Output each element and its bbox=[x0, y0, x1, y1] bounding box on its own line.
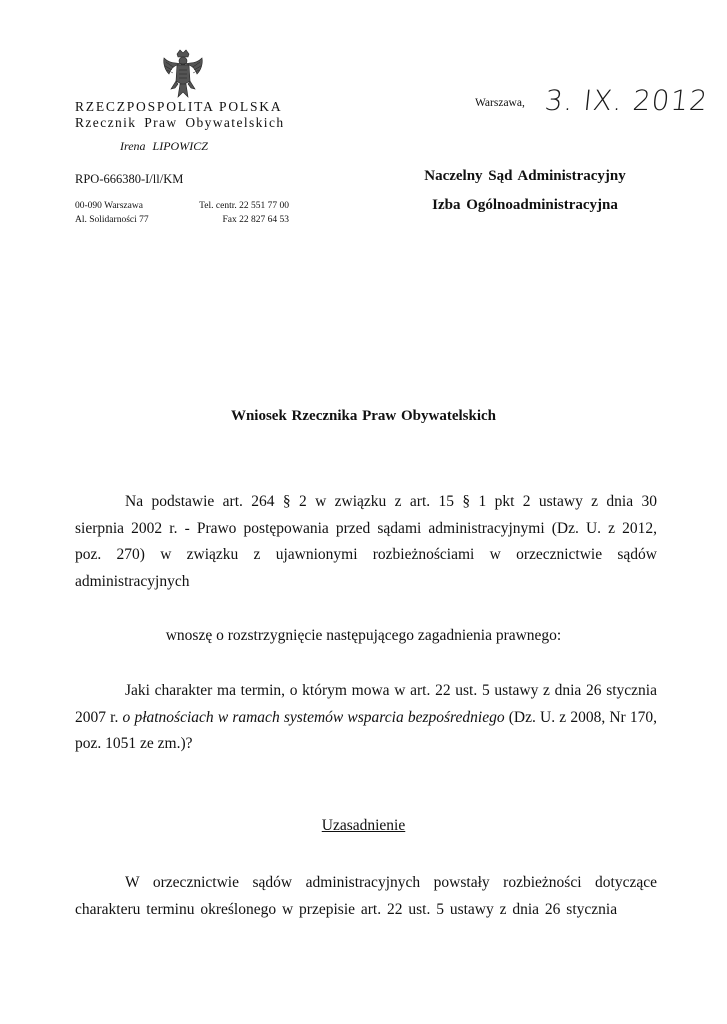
addressee-chamber: Izba Ogólnoadministracyjna bbox=[432, 197, 618, 213]
question-citation: (Dz. U. z 2008, Nr 170, poz. 1051 ze zm.)? bbox=[75, 708, 658, 752]
question-text: Jaki charakter ma termin, o którym mowa w art. 22 ust. 5 ustawy z dnia 26 stycznia 2007 r. bbox=[75, 682, 657, 726]
phone-number: Tel. centr. 22 551 77 00 bbox=[199, 201, 289, 211]
polish-eagle-emblem-icon bbox=[161, 48, 205, 100]
paragraph-motion: wnoszę o rozstrzygnięcie następującego zagadnienia prawnego: bbox=[165, 627, 562, 644]
address-line: 00-090 Warszawa bbox=[75, 201, 143, 211]
section-heading: Uzasadnienie bbox=[321, 817, 406, 834]
paragraph-justification: W orzecznictwie sądów administracyjnych powstały rozbieżności dotyczące charakteru terminu określonego w przepisie art. 22 ust. 5 ustawy z dnia 26 stycznia bbox=[75, 874, 657, 918]
paragraph-legal-basis: Na podstawie art. 264 § 2 w związku z art. 15 § 1 pkt 2 ustawy z dnia 30 sierpnia 2002 r. - Prawo postępowania przed sądami administracyjnymi (Dz. U. z 2012, poz. 270) w związku z ujawnionymi rozbieżnościami w orzecznictwie sądów administracyjnych bbox=[75, 493, 657, 590]
fax-number: Fax 22 827 64 53 bbox=[222, 215, 289, 225]
paragraph-legal-question bbox=[75, 678, 657, 758]
person-name: Irena LIPOWICZ bbox=[120, 139, 208, 153]
reference-number: RPO-666380-I/ll/KM bbox=[75, 172, 184, 186]
date-place: Warszawa, bbox=[475, 97, 525, 109]
document-title: Wniosek Rzecznika Praw Obywatelskich bbox=[230, 408, 497, 424]
address-line: Al. Solidarności 77 bbox=[75, 215, 149, 225]
addressee-block bbox=[400, 162, 650, 220]
contact-block bbox=[185, 199, 289, 227]
org-name: RZECZPOSPOLITA POLSKA bbox=[75, 99, 283, 114]
handwritten-date: 3. IX. 2012 bbox=[543, 84, 710, 117]
act-title-italic: o płatnościach w ramach systemów wsparcia bezpośredniego bbox=[122, 708, 505, 726]
org-subtitle: Rzecznik Praw Obywatelskich bbox=[75, 115, 285, 130]
addressee-court: Naczelny Sąd Administracyjny bbox=[424, 168, 626, 184]
address-block bbox=[75, 199, 149, 227]
